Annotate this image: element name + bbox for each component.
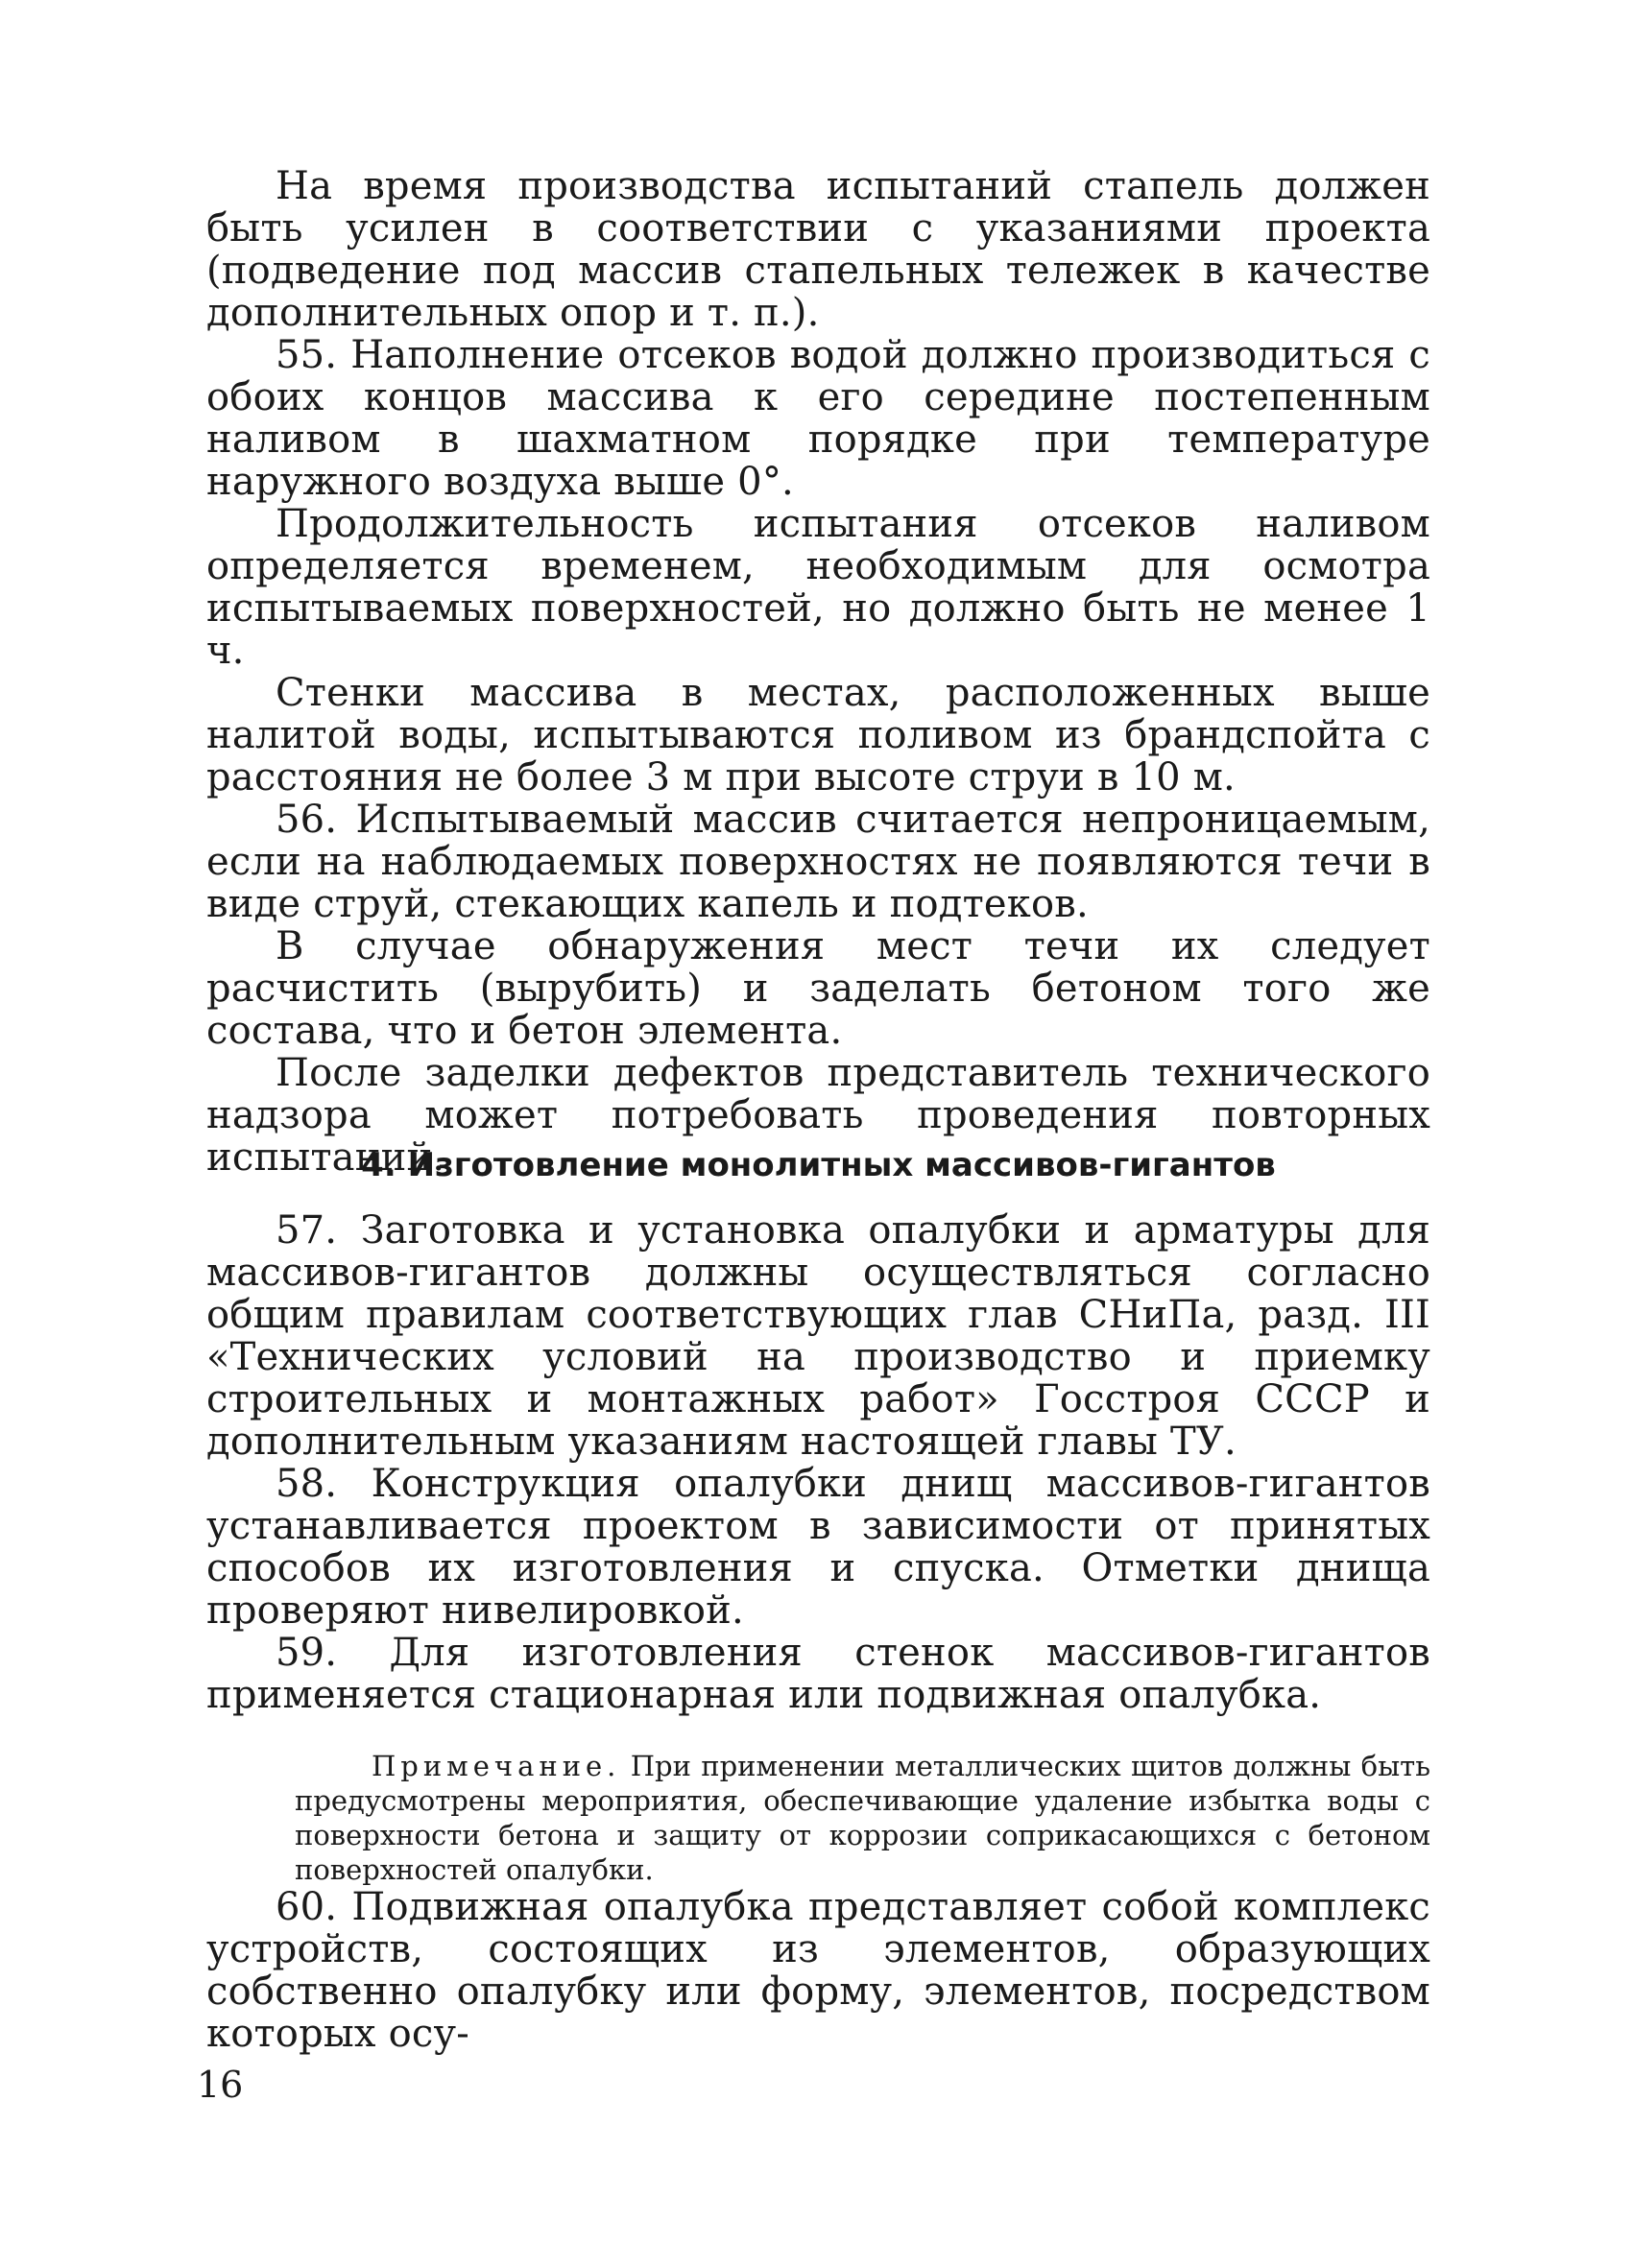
section-heading: 4. Изготовление монолитных массивов-гигантов <box>361 1146 1276 1184</box>
page-number: 16 <box>197 2064 244 2106</box>
paragraph-57: 57. Заготовка и установка опалубки и арматуры для массивов-гигантов должны осуществляться согласно общим правилам соответствующих глав СНиПа, разд. III «Технических условий на производство и приемку строительных и монтажных работ» Госстроя СССР и дополнительным указаниям настоящей главы ТУ. <box>206 1208 1430 1464</box>
paragraph: Стенки массива в местах, расположенных выше налитой воды, испытываются поливом из брандспойта с расстояния не более 3 м при высоте струи в 10 м. <box>206 671 1430 800</box>
paragraph: Продолжительность испытания отсеков наливом определяется временем, необходимым для осмотра испытываемых поверхностей, но должно быть не менее 1 ч. <box>206 502 1430 673</box>
note-text: При применении металлических щитов должны быть предусмотрены мероприятия, обеспечивающие удаление избытка воды с поверхности бетона и защиту от коррозии соприкасающихся с бетоном поверхностей опалубки. <box>295 1750 1430 1886</box>
paragraph-60: 60. Подвижная опалубка представляет собой комплекс устройств, состоящих из элементов, образующих собственно опалубку или форму, элементов, посредством которых осу- <box>206 1885 1430 2056</box>
paragraph-59: 59. Для изготовления стенок массивов-гигантов применяется стационарная или подвижная опалубка. <box>206 1631 1430 1717</box>
paragraph: В случае обнаружения мест течи их следует расчистить (вырубить) и заделать бетоном того же состава, что и бетон элемента. <box>206 924 1430 1053</box>
body-text-bottom <box>206 1886 1430 2055</box>
paragraph-58: 58. Конструкция опалубки днищ массивов-гигантов устанавливается проектом в зависимости от принятых способов их изготовления и спуска. Отметки днища проверяют нивелировкой. <box>206 1462 1430 1633</box>
body-text-section <box>206 1209 1430 1716</box>
note-label: Примечание. <box>372 1750 621 1782</box>
paragraph: После заделки дефектов представитель технического надзора может потребовать проведения повторных испытаний. <box>206 1051 1430 1180</box>
body-text-top <box>206 165 1430 1179</box>
note <box>295 1749 1430 1887</box>
paragraph: На время производства испытаний стапель должен быть усилен в соответствии с указаниями проекта (подведение под массив стапельных тележек в качестве дополнительных опор и т. п.). <box>206 164 1430 335</box>
paragraph-56: 56. Испытываемый массив считается непроницаемым, если на наблюдаемых поверхностях не появляются течи в виде струй, стекающих капель и подтеков. <box>206 798 1430 926</box>
paragraph-55: 55. Наполнение отсеков водой должно производиться с обоих концов массива к его середине постепенным наливом в шахматном порядке при температуре наружного воздуха выше 0°. <box>206 333 1430 504</box>
